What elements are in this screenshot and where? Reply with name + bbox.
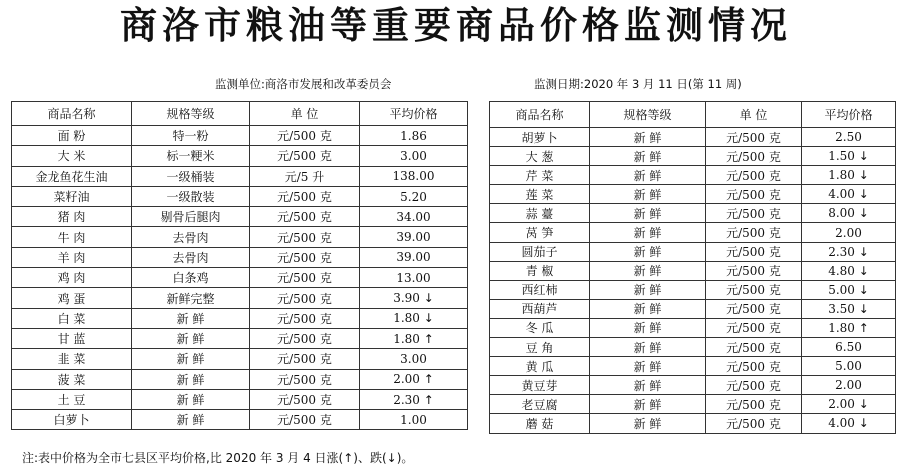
price-trend-icon: ↓ <box>858 206 869 221</box>
price-value: 4.00 <box>828 187 855 202</box>
table-row <box>12 349 468 369</box>
grade-cell: 一级桶装 <box>132 166 250 186</box>
table-row <box>12 207 468 227</box>
grade-cell: 新 鲜 <box>590 242 706 261</box>
price-value: 3.90 <box>393 291 420 306</box>
price-cell <box>360 227 468 247</box>
unit-cell: 元/500 克 <box>250 227 360 247</box>
price-cell <box>802 204 896 223</box>
header-price: 平均价格 <box>360 102 468 126</box>
table-row <box>12 308 468 328</box>
table-row <box>12 389 468 409</box>
item-name-cell: 西葫芦 <box>490 299 590 318</box>
grade-cell: 新 鲜 <box>590 357 706 376</box>
price-value: 2.30 <box>828 244 855 259</box>
unit-cell: 元/500 克 <box>250 369 360 389</box>
price-value: 39.00 <box>396 230 431 245</box>
price-cell <box>802 414 896 433</box>
item-name-cell: 金龙鱼花生油 <box>12 166 132 186</box>
table-row <box>12 328 468 348</box>
price-table-right <box>489 101 896 434</box>
table-row <box>12 410 468 430</box>
table-row <box>12 146 468 166</box>
unit-cell: 元/500 克 <box>250 186 360 206</box>
price-cell <box>360 166 468 186</box>
header-unit: 单 位 <box>250 102 360 126</box>
price-cell <box>802 280 896 299</box>
price-cell <box>802 318 896 337</box>
item-name-cell: 猪 肉 <box>12 207 132 227</box>
grade-cell: 新 鲜 <box>590 166 706 185</box>
page-title: 商洛市粮油等重要商品价格监测情况 <box>120 4 792 47</box>
price-trend-icon: ↓ <box>858 397 869 412</box>
item-name-cell: 韭 菜 <box>12 349 132 369</box>
price-value: 5.20 <box>400 189 427 204</box>
price-cell <box>360 369 468 389</box>
unit-cell: 元/500 克 <box>706 414 802 433</box>
unit-cell: 元/500 克 <box>250 389 360 409</box>
price-cell <box>802 357 896 376</box>
price-trend-icon: ↓ <box>858 187 869 202</box>
item-name-cell: 莴 笋 <box>490 223 590 242</box>
grade-cell: 新 鲜 <box>590 376 706 395</box>
price-value: 5.00 <box>835 359 862 374</box>
unit-cell: 元/500 克 <box>706 376 802 395</box>
header-grade: 规格等级 <box>590 102 706 128</box>
price-value: 3.00 <box>400 148 427 163</box>
price-trend-icon: ↓ <box>423 311 434 326</box>
grade-cell: 去骨肉 <box>132 247 250 267</box>
grade-cell: 新 鲜 <box>590 338 706 357</box>
table-row <box>490 357 896 376</box>
grade-cell: 标一粳米 <box>132 146 250 166</box>
price-cell <box>802 261 896 280</box>
price-trend-icon: ↓ <box>858 244 869 259</box>
price-value: 2.00 <box>835 225 862 240</box>
item-name-cell: 牛 肉 <box>12 227 132 247</box>
unit-cell: 元/500 克 <box>706 166 802 185</box>
table-row <box>490 166 896 185</box>
item-name-cell: 甘 蓝 <box>12 328 132 348</box>
unit-cell: 元/500 克 <box>250 308 360 328</box>
price-cell <box>802 338 896 357</box>
table-row <box>490 147 896 166</box>
price-trend-icon: ↓ <box>858 282 869 297</box>
grade-cell: 白条鸡 <box>132 268 250 288</box>
table-row <box>490 318 896 337</box>
price-trend-icon: ↓ <box>858 149 869 164</box>
price-cell <box>360 349 468 369</box>
grade-cell: 新 鲜 <box>590 185 706 204</box>
item-name-cell: 蘑 菇 <box>490 414 590 433</box>
grade-cell: 新 鲜 <box>132 328 250 348</box>
price-cell <box>360 410 468 430</box>
table-row <box>490 185 896 204</box>
price-cell <box>360 186 468 206</box>
unit-cell: 元/500 克 <box>706 223 802 242</box>
table-row <box>490 242 896 261</box>
price-trend-icon: ↑ <box>858 320 869 335</box>
item-name-cell: 羊 肉 <box>12 247 132 267</box>
table-header-row <box>490 102 896 128</box>
item-name-cell: 菜籽油 <box>12 186 132 206</box>
grade-cell: 剔骨后腿肉 <box>132 207 250 227</box>
price-trend-icon: ↓ <box>858 168 869 183</box>
table-header-row <box>12 102 468 126</box>
price-cell <box>802 223 896 242</box>
monitor-date: 监测日期:2020 年 3 月 11 日(第 11 周) <box>534 77 742 91</box>
price-value: 3.00 <box>400 351 427 366</box>
header-name: 商品名称 <box>490 102 590 128</box>
price-value: 4.80 <box>828 263 855 278</box>
price-cell <box>802 128 896 147</box>
item-name-cell: 蒜 薹 <box>490 204 590 223</box>
price-cell <box>360 146 468 166</box>
price-trend-icon: ↑ <box>423 372 434 387</box>
footnote: 注:表中价格为全市七县区平均价格,比 2020 年 3 月 4 日涨(↑)、跌(↓)。 <box>22 451 414 465</box>
price-value: 1.80 <box>828 320 855 335</box>
monitor-unit: 监测单位:商洛市发展和改革委员会 <box>215 77 392 91</box>
price-cell <box>802 147 896 166</box>
item-name-cell: 冬 瓜 <box>490 318 590 337</box>
item-name-cell: 黄豆芽 <box>490 376 590 395</box>
unit-cell: 元/500 克 <box>706 261 802 280</box>
price-value: 13.00 <box>396 270 431 285</box>
price-cell <box>802 166 896 185</box>
price-cell <box>802 242 896 261</box>
unit-cell: 元/500 克 <box>706 242 802 261</box>
unit-cell: 元/500 克 <box>706 204 802 223</box>
price-trend-icon: ↑ <box>423 331 434 346</box>
price-value: 2.00 <box>835 378 862 393</box>
price-cell <box>360 207 468 227</box>
price-value: 34.00 <box>396 209 431 224</box>
grade-cell: 新 鲜 <box>590 128 706 147</box>
unit-cell: 元/500 克 <box>250 349 360 369</box>
price-value: 2.00 <box>828 397 855 412</box>
item-name-cell: 大 米 <box>12 146 132 166</box>
price-cell <box>360 126 468 146</box>
price-value: 1.00 <box>400 412 427 427</box>
table-row <box>490 395 896 414</box>
grade-cell: 新 鲜 <box>132 308 250 328</box>
price-value: 2.50 <box>835 130 862 145</box>
unit-cell: 元/500 克 <box>706 147 802 166</box>
price-value: 2.00 <box>393 372 420 387</box>
price-cell <box>802 395 896 414</box>
header-grade: 规格等级 <box>132 102 250 126</box>
unit-cell: 元/500 克 <box>706 299 802 318</box>
price-trend-icon: ↓ <box>858 416 869 431</box>
price-trend-icon: ↓ <box>858 263 869 278</box>
price-table-left <box>11 101 468 430</box>
price-value: 39.00 <box>396 250 431 265</box>
grade-cell: 新 鲜 <box>590 318 706 337</box>
unit-cell: 元/500 克 <box>706 338 802 357</box>
grade-cell: 新 鲜 <box>132 389 250 409</box>
price-cell <box>360 328 468 348</box>
item-name-cell: 胡萝卜 <box>490 128 590 147</box>
unit-cell: 元/5 升 <box>250 166 360 186</box>
item-name-cell: 土 豆 <box>12 389 132 409</box>
table-row <box>490 280 896 299</box>
table-row <box>490 299 896 318</box>
header-price: 平均价格 <box>802 102 896 128</box>
grade-cell: 新鲜完整 <box>132 288 250 308</box>
grade-cell: 新 鲜 <box>132 369 250 389</box>
price-value: 1.80 <box>393 311 420 326</box>
table-row <box>12 247 468 267</box>
item-name-cell: 面 粉 <box>12 126 132 146</box>
item-name-cell: 白萝卜 <box>12 410 132 430</box>
price-trend-icon: ↓ <box>423 291 434 306</box>
unit-cell: 元/500 克 <box>250 126 360 146</box>
price-cell <box>360 288 468 308</box>
grade-cell: 新 鲜 <box>590 414 706 433</box>
item-name-cell: 鸡 肉 <box>12 268 132 288</box>
item-name-cell: 芹 菜 <box>490 166 590 185</box>
price-cell <box>802 299 896 318</box>
price-value: 138.00 <box>392 169 435 184</box>
price-trend-icon: ↓ <box>858 301 869 316</box>
grade-cell: 去骨肉 <box>132 227 250 247</box>
grade-cell: 新 鲜 <box>590 147 706 166</box>
unit-cell: 元/500 克 <box>250 207 360 227</box>
unit-cell: 元/500 克 <box>706 395 802 414</box>
grade-cell: 特一粉 <box>132 126 250 146</box>
unit-cell: 元/500 克 <box>706 318 802 337</box>
price-value: 3.50 <box>828 301 855 316</box>
price-value: 5.00 <box>828 282 855 297</box>
grade-cell: 新 鲜 <box>132 349 250 369</box>
grade-cell: 新 鲜 <box>590 223 706 242</box>
table-row <box>490 204 896 223</box>
grade-cell: 新 鲜 <box>590 261 706 280</box>
unit-cell: 元/500 克 <box>706 357 802 376</box>
price-value: 1.80 <box>828 168 855 183</box>
item-name-cell: 白 菜 <box>12 308 132 328</box>
table-row <box>12 268 468 288</box>
grade-cell: 新 鲜 <box>132 410 250 430</box>
table-row <box>490 376 896 395</box>
header-name: 商品名称 <box>12 102 132 126</box>
unit-cell: 元/500 克 <box>250 268 360 288</box>
item-name-cell: 大 葱 <box>490 147 590 166</box>
table-row <box>12 186 468 206</box>
item-name-cell: 西红柿 <box>490 280 590 299</box>
price-value: 4.00 <box>828 416 855 431</box>
item-name-cell: 菠 菜 <box>12 369 132 389</box>
grade-cell: 新 鲜 <box>590 299 706 318</box>
price-cell <box>360 308 468 328</box>
item-name-cell: 莲 菜 <box>490 185 590 204</box>
table-row <box>12 288 468 308</box>
grade-cell: 新 鲜 <box>590 280 706 299</box>
table-row <box>12 126 468 146</box>
price-cell <box>802 376 896 395</box>
unit-cell: 元/500 克 <box>706 128 802 147</box>
header-unit: 单 位 <box>706 102 802 128</box>
unit-cell: 元/500 克 <box>706 185 802 204</box>
price-value: 1.80 <box>393 331 420 346</box>
item-name-cell: 豆 角 <box>490 338 590 357</box>
table-row <box>12 369 468 389</box>
table-row <box>490 414 896 433</box>
item-name-cell: 圆茄子 <box>490 242 590 261</box>
item-name-cell: 鸡 蛋 <box>12 288 132 308</box>
item-name-cell: 老豆腐 <box>490 395 590 414</box>
table-row <box>490 128 896 147</box>
item-name-cell: 黄 瓜 <box>490 357 590 376</box>
table-row <box>490 261 896 280</box>
price-cell <box>360 389 468 409</box>
table-row <box>12 166 468 186</box>
unit-cell: 元/500 克 <box>250 247 360 267</box>
grade-cell: 新 鲜 <box>590 204 706 223</box>
table-row <box>490 223 896 242</box>
price-value: 8.00 <box>828 206 855 221</box>
price-value: 2.30 <box>393 392 420 407</box>
table-row <box>490 338 896 357</box>
price-cell <box>802 185 896 204</box>
unit-cell: 元/500 克 <box>250 410 360 430</box>
price-value: 6.50 <box>835 340 862 355</box>
price-value: 1.50 <box>828 149 855 164</box>
price-trend-icon: ↑ <box>423 392 434 407</box>
unit-cell: 元/500 克 <box>706 280 802 299</box>
unit-cell: 元/500 克 <box>250 146 360 166</box>
price-cell <box>360 268 468 288</box>
grade-cell: 一级散装 <box>132 186 250 206</box>
grade-cell: 新 鲜 <box>590 395 706 414</box>
table-row <box>12 227 468 247</box>
unit-cell: 元/500 克 <box>250 328 360 348</box>
price-cell <box>360 247 468 267</box>
item-name-cell: 青 椒 <box>490 261 590 280</box>
unit-cell: 元/500 克 <box>250 288 360 308</box>
price-value: 1.86 <box>400 128 427 143</box>
